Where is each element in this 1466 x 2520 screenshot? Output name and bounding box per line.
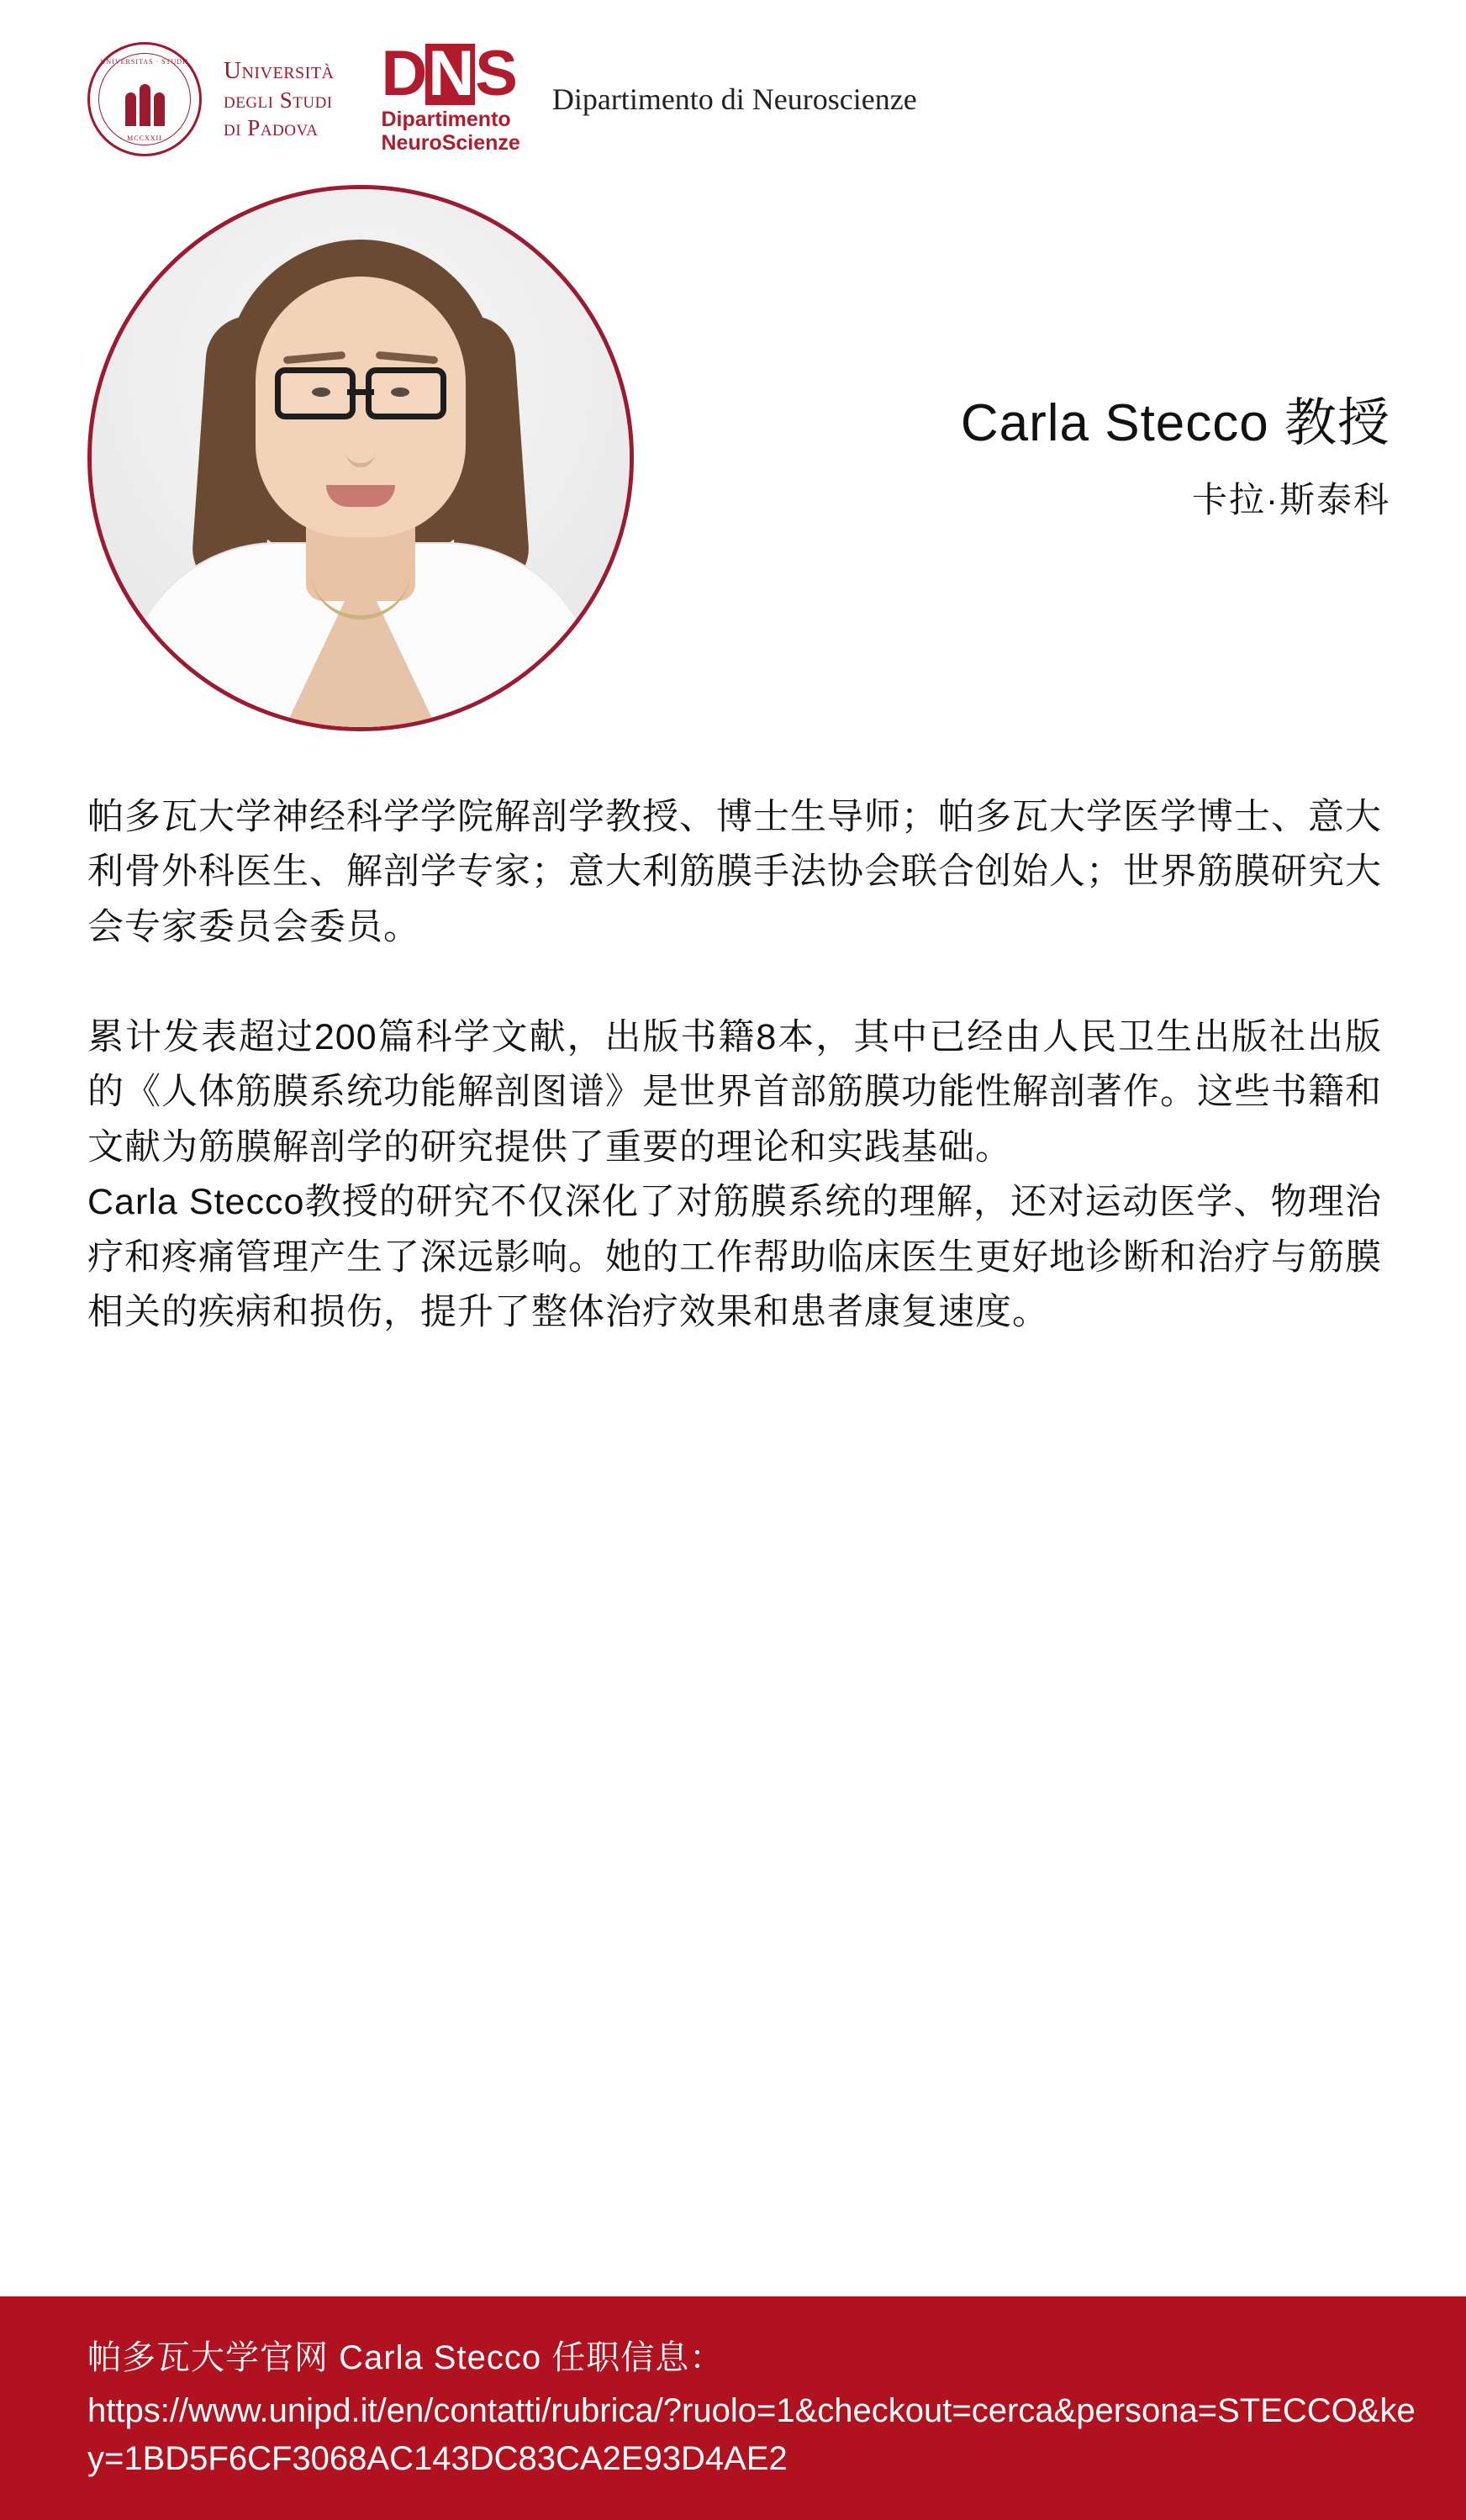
- bio-paragraph-3: Carla Stecco教授的研究不仅深化了对筋膜系统的理解，还对运动医学、物理治疗和疼痛管理产生了深远影响。她的工作帮助临床医生更好地诊断和治疗与筋膜相关的疾病和损伤，提升了整体治疗效果和患者康复速度。: [87, 1182, 1382, 1332]
- dns-letter-d: D: [381, 38, 426, 110]
- university-name: [224, 56, 335, 141]
- university-name-line3: di Padova: [224, 114, 319, 140]
- page-header: [0, 0, 1466, 160]
- portrait-nose: [346, 426, 375, 467]
- footer-url-link[interactable]: https://www.unipd.it/en/contatti/rubrica/?ruolo=1&checkout=cerca&persona=STECCO&key=1BD5F6CF3068AC143DC83CA2E93D4AE2: [87, 2392, 1416, 2478]
- seal-figure-left: [125, 92, 136, 126]
- footer-label: 帕多瓦大学官网 Carla Stecco 任职信息：: [87, 2339, 725, 2377]
- university-name-line1: Università: [224, 57, 335, 85]
- seal-figure-center: [140, 84, 150, 126]
- dns-subtitle-line1: Dipartimento: [381, 107, 511, 131]
- portrait-glasses-right-lens: [366, 367, 446, 419]
- dns-subtitle-line2: NeuroScienze: [381, 130, 520, 155]
- biography-content: [0, 757, 1466, 1340]
- footer-bar: [0, 2296, 1466, 2520]
- portrait-mouth: [326, 485, 395, 507]
- seal-figure-right: [154, 92, 165, 126]
- person-name-chinese: 卡拉·斯泰科: [1192, 480, 1390, 520]
- seal-arc-top-text: UNIVERSITAS · STUDII: [100, 58, 189, 66]
- dns-logo-letters: [381, 38, 520, 110]
- dns-logo-subtitle: [382, 108, 520, 155]
- bio-paragraph-2: 累计发表超过200篇科学文献，出版书籍8本，其中已经由人民卫生出版社出版的《人体筋膜系统功能解剖图谱》是世界首部筋膜功能性解剖著作。这些书籍和文献为筋膜解剖学的研究提供了重要的理论和实践基础。: [87, 1017, 1382, 1168]
- unipd-seal-logo: [87, 42, 202, 156]
- seal-figures: [119, 72, 171, 126]
- department-title: Dipartimento di Neuroscienze: [551, 82, 917, 116]
- university-name-line2: degli Studi: [224, 87, 333, 113]
- person-name-english: Carla Stecco 教授: [960, 394, 1390, 452]
- dns-letter-n: N: [425, 44, 475, 104]
- bio-paragraph-1: 帕多瓦大学神经科学学院解剖学教授、博士生导师；帕多瓦大学医学博士、意大利骨外科医生、解剖学专家；意大利筋膜手法协会联合创始人；世界筋膜研究大会专家委员会委员。: [87, 797, 1382, 947]
- portrait-photo: [87, 185, 634, 731]
- seal-arc-bottom-text: MCCXXII: [127, 134, 162, 142]
- name-block: [684, 395, 1466, 523]
- dns-letter-s: S: [475, 38, 516, 110]
- portrait-glasses-left-lens: [275, 367, 356, 419]
- portrait-glasses-bridge: [347, 389, 374, 395]
- profile-section: [0, 185, 1466, 757]
- dns-logo: [381, 38, 520, 155]
